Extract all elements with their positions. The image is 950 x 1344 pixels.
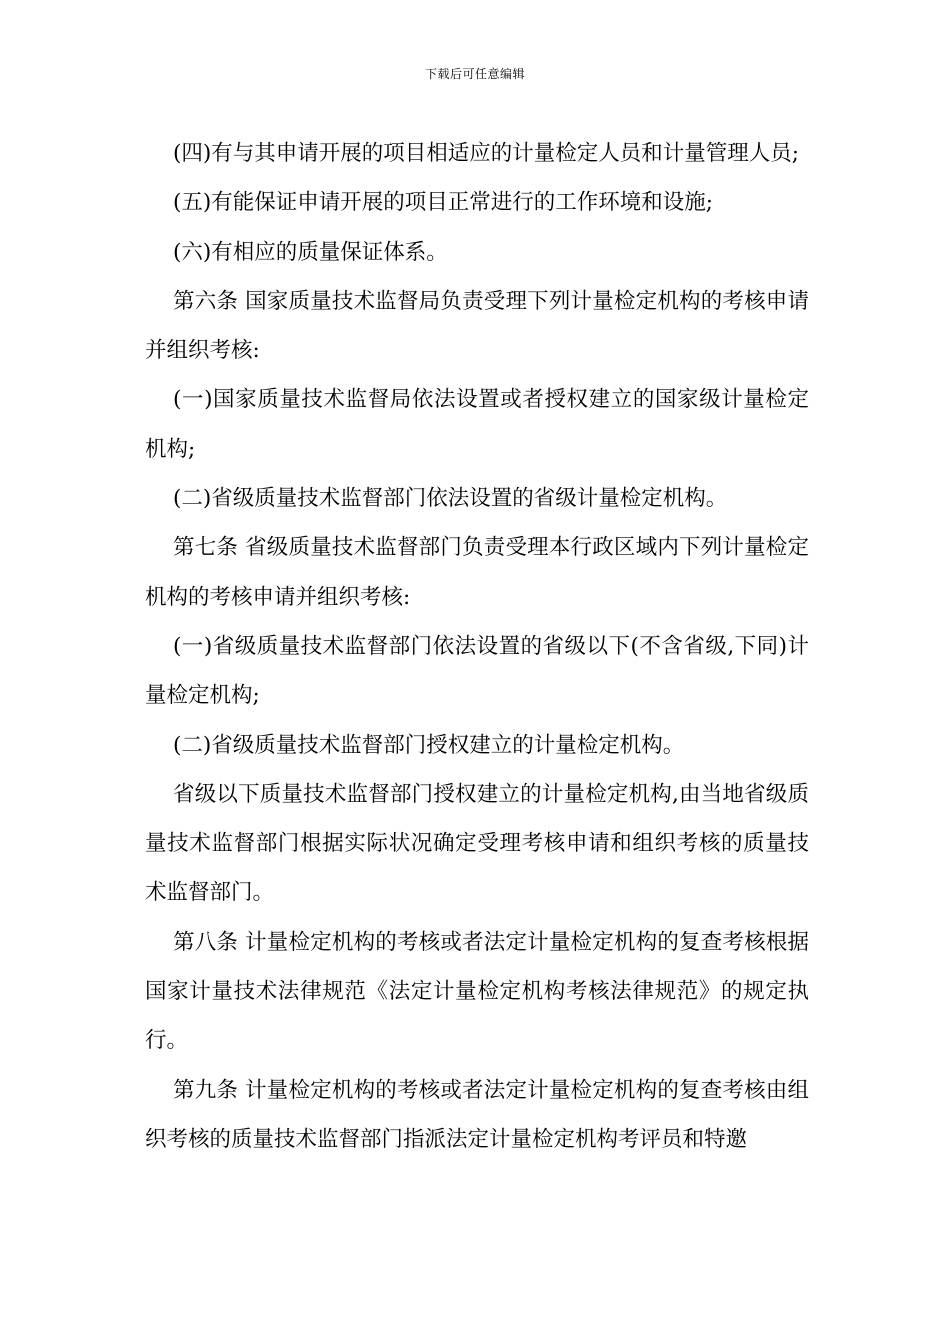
article-6-item-2: (二)省级质量技术监督部门依法设置的省级计量检定机构。 bbox=[173, 486, 728, 512]
article-6: 第六条 国家质量技术监督局负责受理下列计量检定机构的考核申请并组织考核: bbox=[145, 288, 809, 364]
article-6-item-1: (一)国家质量技术监督局依法设置或者授权建立的国家级计量检定机构; bbox=[145, 387, 809, 462]
paragraph-item-5: (五)有能保证申请开展的项目正常进行的工作环境和设施; bbox=[173, 190, 714, 216]
article-8: 第八条 计量检定机构的考核或者法定计量检定机构的复查考核根据国家计量技术法律规范《法定计量检定机构考核法律规范》的规定执行。 bbox=[145, 929, 809, 1054]
article-7-item-2: (二)省级质量技术监督部门授权建立的计量检定机构。 bbox=[173, 732, 685, 758]
document-body bbox=[145, 129, 809, 1164]
paragraph-item-6: (六)有相应的质量保证体系。 bbox=[173, 239, 448, 265]
article-7-item-1: (一)省级质量技术监督部门依法设置的省级以下(不含省级,下同)计量检定机构; bbox=[145, 633, 809, 709]
article-7-note: 省级以下质量技术监督部门授权建立的计量检定机构,由当地省级质量技术监督部门根据实际状况确定受理考核申请和组织考核的质量技术监督部门。 bbox=[145, 781, 809, 906]
article-9: 第九条 计量检定机构的考核或者法定计量检定机构的复查考核由组织考核的质量技术监督部门指派法定计量检定机构考评员和特邀 bbox=[145, 1077, 809, 1152]
paragraph-item-4: (四)有与其申请开展的项目相适应的计量检定人员和计量管理人员; bbox=[173, 141, 800, 166]
page-header: 下载后可任意编辑 bbox=[424, 67, 525, 81]
article-7: 第七条 省级质量技术监督部门负责受理本行政区域内下列计量检定机构的考核申请并组织考核: bbox=[145, 535, 809, 610]
